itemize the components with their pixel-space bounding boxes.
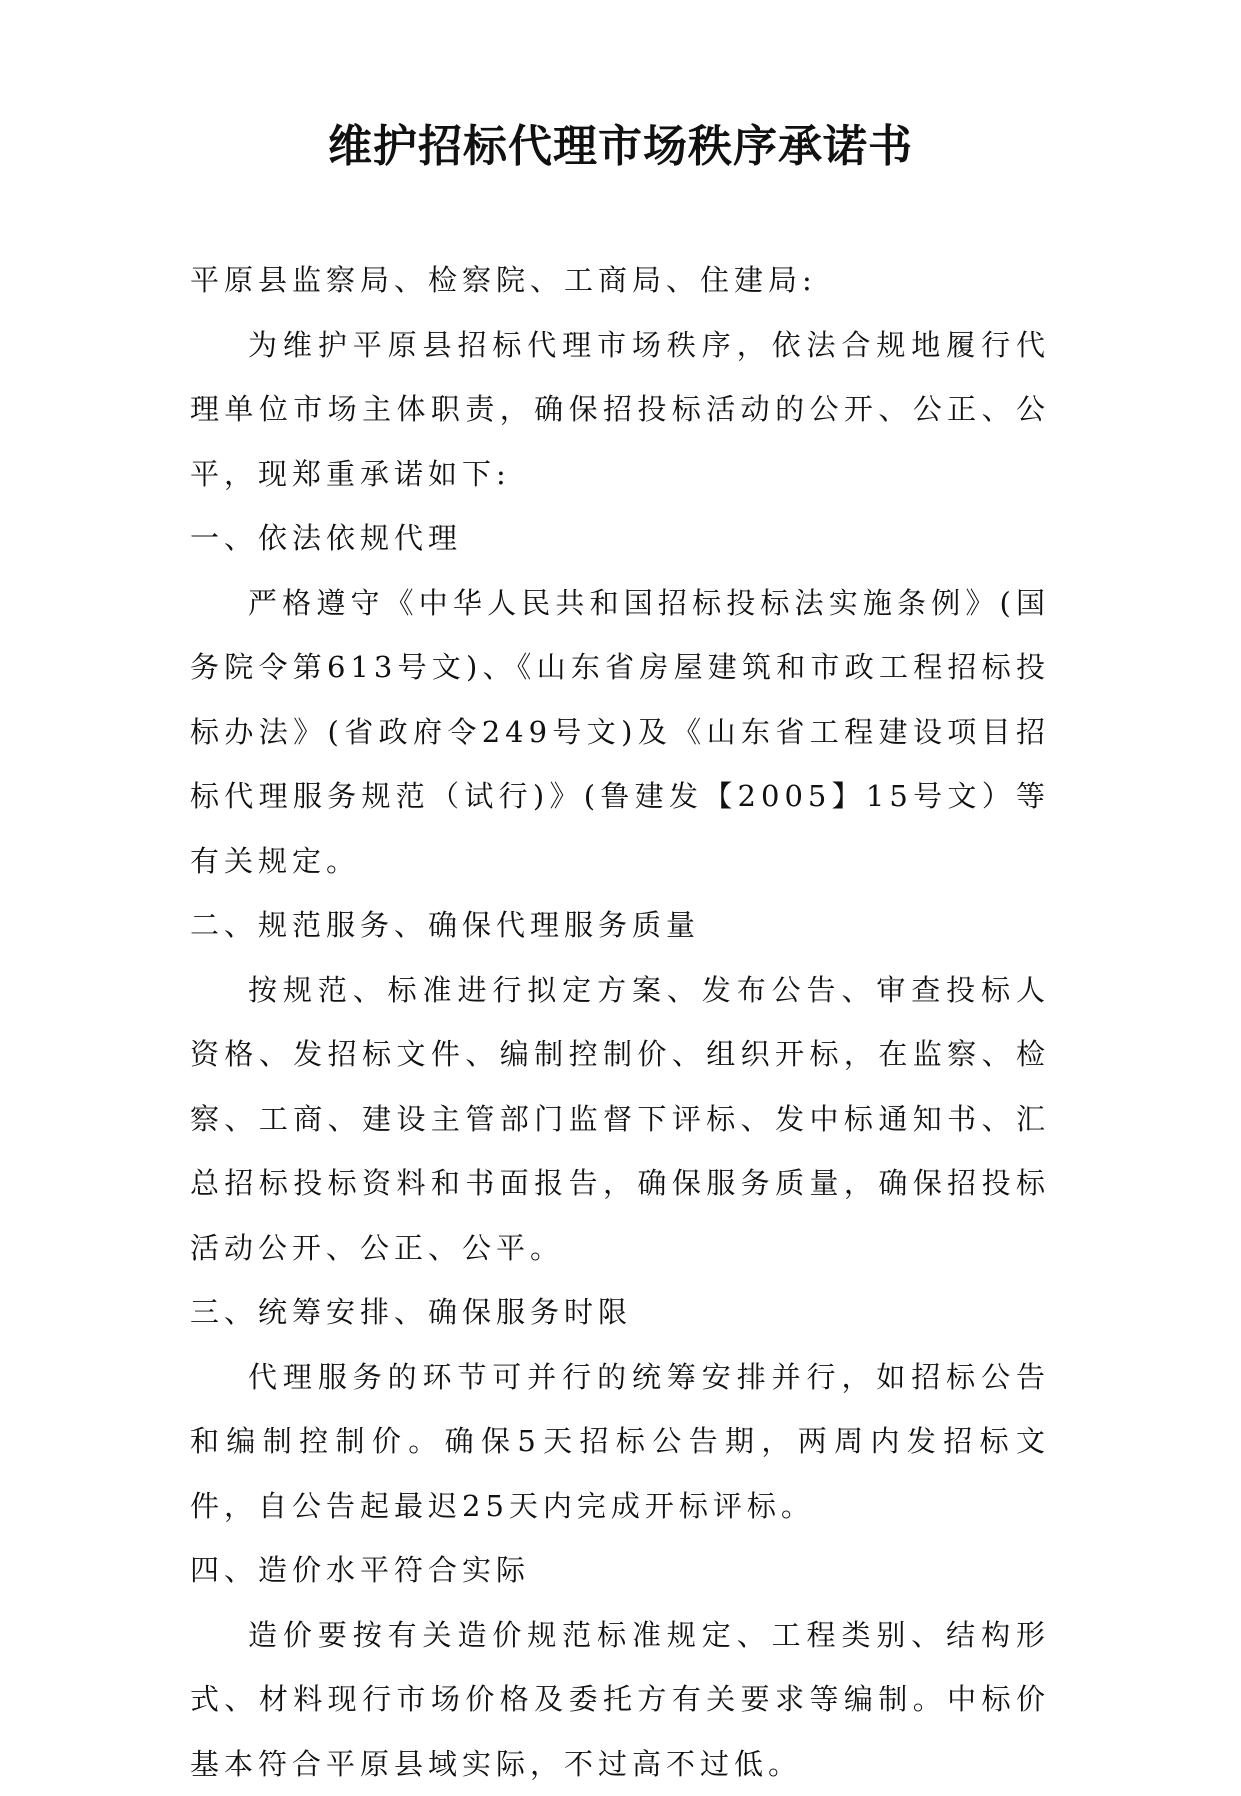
- section-paragraph-2: 按规范、标准进行拟定方案、发布公告、审查投标人资格、发招标文件、编制控制价、组织开标，在监察、检察、工商、建设主管部门监督下评标、发中标通知书、汇总招标投标资料和书面报告，确保服务质量，确保招投标活动公开、公正、公平。: [190, 958, 1050, 1281]
- section-heading-2: 二、规范服务、确保代理服务质量: [190, 893, 1050, 958]
- section-heading-1: 一、依法依规代理: [190, 506, 1050, 571]
- section-paragraph-4: 造价要按有关造价规范标准规定、工程类别、结构形式、材料现行市场价格及委托方有关要求等编制。中标价基本符合平原县域实际，不过高不过低。: [190, 1603, 1050, 1796]
- intro-paragraph: 为维护平原县招标代理市场秩序，依法合规地履行代理单位市场主体职责，确保招投标活动的公开、公正、公平，现郑重承诺如下:: [190, 313, 1050, 507]
- section-paragraph-1: 严格遵守《中华人民共和国招标投标法实施条例》(国务院令第613号文)、《山东省房屋建筑和市政工程招标投标办法》(省政府令249号文)及《山东省工程建设项目招标代理服务规范（试行)》(鲁建发【2005】15号文）等有关规定。: [190, 571, 1050, 894]
- section-heading-4: 四、造价水平符合实际: [190, 1538, 1050, 1603]
- addressee-line: 平原县监察局、检察院、工商局、住建局:: [190, 248, 1050, 313]
- document-title: 维护招标代理市场秩序承诺书: [0, 112, 1241, 182]
- document-body: [190, 248, 1050, 1796]
- section-heading-3: 三、统筹安排、确保服务时限: [190, 1280, 1050, 1345]
- section-paragraph-3: 代理服务的环节可并行的统筹安排并行，如招标公告和编制控制价。确保5天招标公告期，两周内发招标文件，自公告起最迟25天内完成开标评标。: [190, 1345, 1050, 1539]
